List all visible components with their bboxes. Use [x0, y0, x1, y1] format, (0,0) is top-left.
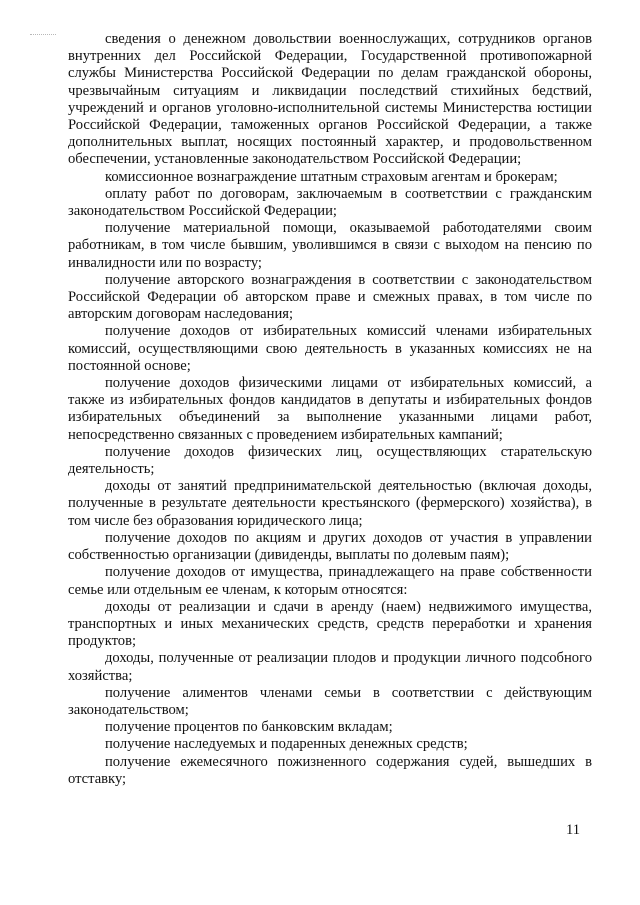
paragraph: получение ежемесячного пожизненного содержания судей, вышедших в отставку;	[68, 753, 592, 787]
paragraph: получение доходов от избирательных комиссий членами избирательных комиссий, осуществляющими свою деятельность в указанных комиссиях не на постоянной основе;	[68, 323, 592, 374]
paragraph: сведения о денежном довольствии военнослужащих, сотрудников органов внутренних дел Российской Федерации, Государственной противопожарной службы Министерства Российской Федерации по делам гражданской обороны, чрезвычайным ситуациям и ликвидации последствий стихийных бедствий, учреждений и органов уголовно-исполнительной системы Министерства юстиции Российской Федерации, таможенных органов Российской Федерации, а также дополнительных выплат, носящих постоянный характер, и продовольственном обеспечении, установленные законодательством Российской Федерации;	[68, 31, 592, 168]
paragraph: получение процентов по банковским вкладам;	[105, 719, 393, 736]
paragraph: оплату работ по договорам, заключаемым в соответствии с гражданским законодательством Российской Федерации;	[68, 185, 592, 220]
paragraph: получение доходов физическими лицами от избирательных комиссий, а также из избирательных фондов кандидатов в депутаты и избирательных фондов избирательных объединений за выполнение указанными лицами работ, непосредственно связанных с проведением избирательных кампаний;	[68, 375, 592, 443]
paragraph: получение доходов от имущества, принадлежащего на праве собственности семье или отдельным ее членам, к которым относятся:	[68, 564, 592, 598]
paragraph: получение доходов физических лиц, осуществляющих старательскую деятельность;	[68, 443, 592, 478]
scan-mark	[30, 34, 56, 35]
document-body	[68, 31, 592, 788]
page-number: 11	[566, 822, 581, 838]
paragraph: доходы, полученные от реализации плодов и продукции личного подсобного хозяйства;	[68, 650, 592, 684]
paragraph: доходы от занятий предпринимательской деятельностью (включая доходы, полученные в результате деятельности крестьянского (фермерского) хозяйства), в том числе без образования юридического лица;	[68, 478, 592, 529]
paragraph: получение наследуемых и подаренных денежных средств;	[105, 736, 468, 753]
paragraph: получение материальной помощи, оказываемой работодателями своим работникам, в том числе бывшим, уволившимся в связи с выходом на пенсию по инвалидности или по возрасту;	[68, 220, 592, 271]
paragraph: получение доходов по акциям и других доходов от участия в управлении собственностью организации (дивиденды, выплаты по долевым паям);	[68, 529, 592, 564]
paragraph: получение авторского вознаграждения в соответствии с законодательством Российской Федерации об авторском праве и смежных правах, в том числе по авторским договорам наследования;	[68, 271, 592, 323]
paragraph: получение алиментов членами семьи в соответствии с действующим законодательством;	[68, 684, 592, 718]
paragraph: доходы от реализации и сдачи в аренду (наем) недвижимого имущества, транспортных и иных механических средств, средств переработки и хранения продуктов;	[68, 598, 592, 650]
paragraph: комиссионное вознаграждение штатным страховым агентам и брокерам;	[105, 168, 558, 185]
